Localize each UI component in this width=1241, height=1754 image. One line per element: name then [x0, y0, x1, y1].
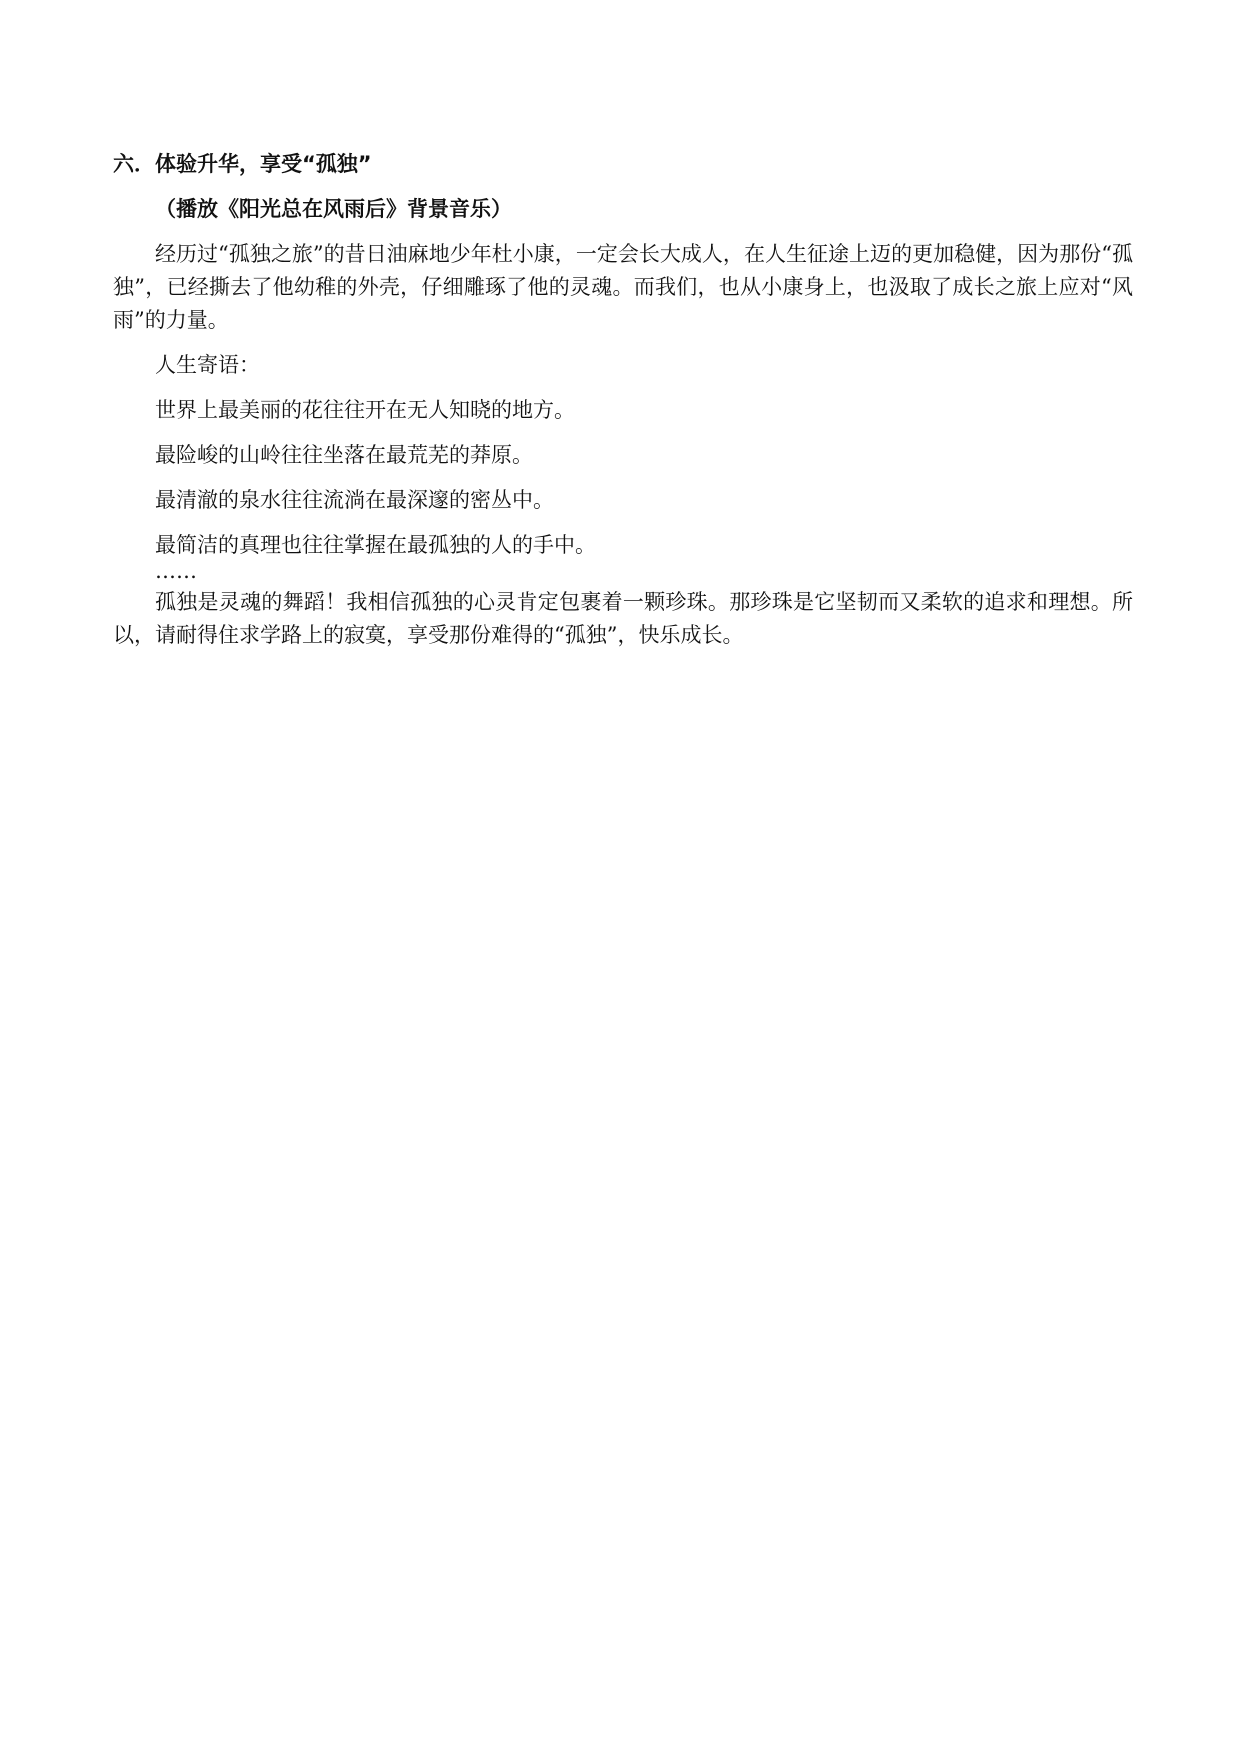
closing-paragraph: 孤独是灵魂的舞蹈！我相信孤独的心灵肯定包裹着一颗珍珠。那珍珠是它坚韧而又柔软的追求和理想。所以，请耐得住求学路上的寂寞，享受那份难得的“孤独”，快乐成长。	[113, 590, 1133, 647]
saying-line-2: 最险峻的山岭往往坐落在最荒芜的莽原。	[155, 443, 533, 467]
message-label: 人生寄语：	[155, 353, 260, 377]
document-body	[113, 148, 1133, 652]
music-note: （播放《阳光总在风雨后》背景音乐）	[155, 197, 512, 221]
saying-line-3: 最清澈的泉水往往流淌在最深邃的密丛中。	[155, 488, 554, 512]
saying-line-1: 世界上最美丽的花往往开在无人知晓的地方。	[155, 398, 575, 422]
section-heading: 六．体验升华，享受“孤独”	[113, 152, 372, 176]
saying-line-4: 最简洁的真理也往往掌握在最孤独的人的手中。	[155, 533, 596, 557]
ellipsis: ……	[155, 559, 197, 583]
intro-paragraph: 经历过“孤独之旅”的昔日油麻地少年杜小康，一定会长大成人，在人生征途上迈的更加稳健，因为那份“孤独”，已经撕去了他幼稚的外壳，仔细雕琢了他的灵魂。而我们，也从小康身上，也汲取了成长之旅上应对“风雨”的力量。	[113, 242, 1133, 332]
